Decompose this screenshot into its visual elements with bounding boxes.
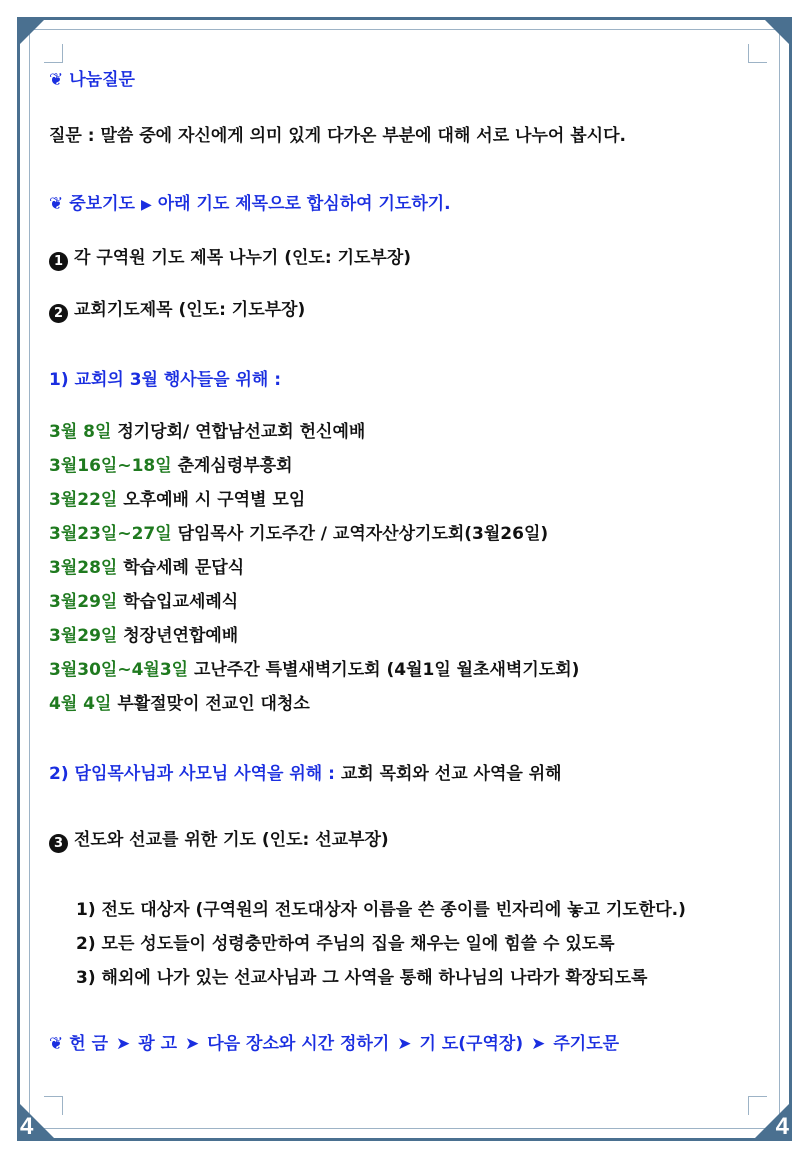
arrow-icon: ➤ (116, 1034, 131, 1054)
mission-item: 1) 전도 대상자 (구역원의 전도대상자 이름을 쓴 종이를 빈자리에 놓고 기도한다.) (76, 900, 686, 920)
mission-item: 2) 모든 성도들이 성령충만하여 주님의 집을 채우는 일에 힘쓸 수 있도록 (76, 934, 615, 954)
sharing-question (49, 126, 626, 146)
number-circle-icon: 3 (49, 834, 68, 853)
page-number-right: 4 (775, 1113, 789, 1140)
page-number-left: 4 (20, 1113, 34, 1140)
event-item: 3월30일~4월3일 고난주간 특별새벽기도회 (4월1일 월초새벽기도회) (49, 660, 580, 680)
play-triangle-icon: ▶ (140, 197, 152, 213)
arrow-icon: ➤ (531, 1034, 546, 1054)
section2-title: 2) 담임목사님과 사모님 사역을 위해 : (49, 764, 335, 784)
frame-bracket (748, 44, 767, 63)
event-item: 4월 4일 부활절맞이 전교인 대청소 (49, 694, 310, 714)
section1-title: 1) 교회의 3월 행사들을 위해 : (49, 370, 282, 390)
prayer-item-1: 1 각 구역원 기도 제목 나누기 (인도: 기도부장) (49, 248, 411, 271)
event-item: 3월 8일 정기당회/ 연합남선교회 헌신예배 (49, 422, 366, 442)
worship-order: ❦ 헌 금 ➤ 광 고 ➤ 다음 장소와 시간 정하기 ➤ 기 도(구역장) ➤ 주기도문 (49, 1034, 620, 1054)
question-label: 질문 (49, 126, 82, 146)
event-item: 3월22일 오후예배 시 구역별 모임 (49, 490, 306, 510)
section2 (49, 764, 562, 784)
event-item: 3월29일 청장년연합예배 (49, 626, 239, 646)
event-item: 3월28일 학습세례 문답식 (49, 558, 245, 578)
number-circle-icon: 1 (49, 252, 68, 271)
heart-bullet-icon: ❦ (49, 1034, 64, 1054)
section2-text: 교회 목회와 선교 사역을 위해 (334, 764, 562, 784)
heart-bullet-icon: ❦ (49, 194, 64, 214)
sharing-heading: ❦ 나눔질문 (49, 70, 135, 90)
event-item: 3월16일~18일 춘계심령부흥회 (49, 456, 293, 476)
arrow-icon: ➤ (397, 1034, 412, 1054)
arrow-icon: ➤ (185, 1034, 200, 1054)
heart-bullet-icon: ❦ (49, 70, 64, 90)
prayer-heading: ❦ 중보기도 ▶ 아래 기도 제목으로 합심하여 기도하기. (49, 194, 451, 214)
event-item: 3월23일~27일 담임목사 기도주간 / 교역자산상기도회(3월26일) (49, 524, 549, 544)
frame-bracket (44, 1096, 63, 1115)
prayer-item-2: 2 교회기도제목 (인도: 기도부장) (49, 300, 305, 323)
prayer-item-3: 3 전도와 선교를 위한 기도 (인도: 선교부장) (49, 830, 389, 853)
question-text: : 말씀 중에 자신에게 의미 있게 다가온 부분에 대해 서로 나누어 봅시다. (81, 126, 626, 146)
mission-item: 3) 해외에 나가 있는 선교사님과 그 사역을 통해 하나님의 나라가 확장되도록 (76, 968, 648, 988)
frame-bracket (748, 1096, 767, 1115)
event-item: 3월29일 학습입교세례식 (49, 592, 239, 612)
frame-bracket (44, 44, 63, 63)
number-circle-icon: 2 (49, 304, 68, 323)
